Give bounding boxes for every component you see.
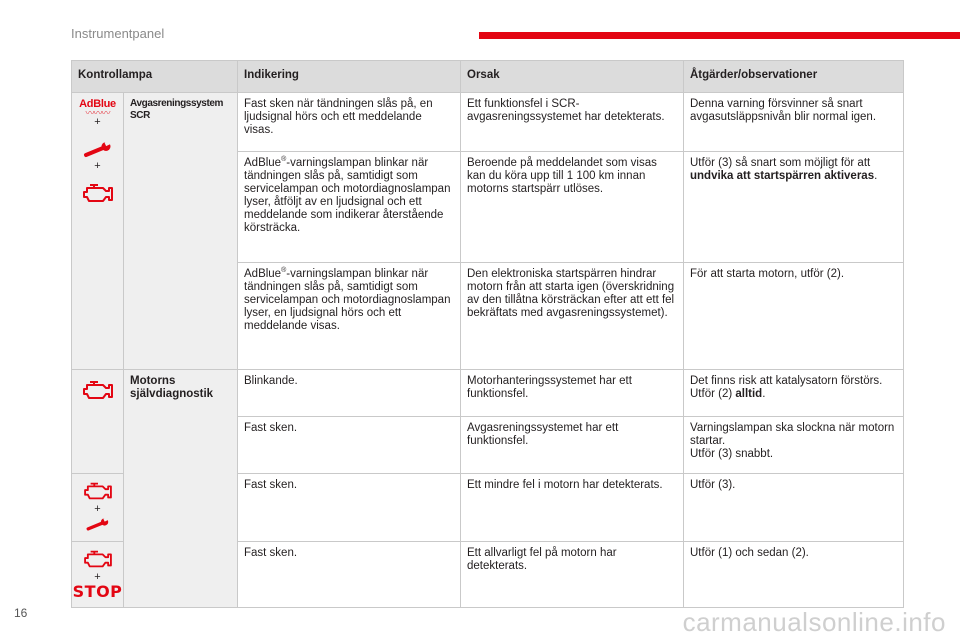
scr-row1-indikering: Fast sken när tändningen slås på, en ljudsignal hörs och ett meddelande visas. (238, 93, 461, 152)
motor-row4-indikering: Fast sken. (238, 542, 461, 608)
motor-row2-indikering: Fast sken. (238, 417, 461, 474)
page-header-title: Instrumentpanel (71, 26, 165, 41)
motor-row2-atgard: Varningslampan ska slockna när motorn startar. Utför (3) snabbt. (684, 417, 904, 474)
table-row (72, 370, 904, 417)
table-row (72, 93, 904, 152)
motor-row4-orsak: Ett allvarligt fel på motorn har detekterats. (461, 542, 684, 608)
plus-sign: + (94, 160, 101, 172)
column-header-orsak: Orsak (461, 61, 684, 93)
scr-row1-orsak: Ett funktionsfel i SCR-avgasreningssystemet har detekterats. (461, 93, 684, 152)
motor-row2-orsak: Avgasreningssystemet har ett funktionsfel. (461, 417, 684, 474)
engine-check-icon (81, 377, 115, 403)
motor-system-label: Motorns självdiagnostik (124, 370, 238, 608)
warning-lamp-table (71, 60, 904, 608)
scr-row1-atgard: Denna varning försvinner så snart avgasutsläppsnivån blir normal igen. (684, 93, 904, 152)
motor-row3-indikering: Fast sken. (238, 474, 461, 542)
plus-sign: + (94, 571, 101, 583)
scr-row3-indikering: AdBlue®-varningslampan blinkar när tändningen slås på, samtidigt som servicelampan och motordiagnoslampan lyser, en ljudsignal hörs och ett meddelande visas. (238, 263, 461, 370)
motor-row3-orsak: Ett mindre fel i motorn har detekterats. (461, 474, 684, 542)
scr-row3-atgard: För att starta motorn, utför (2). (684, 263, 904, 370)
table-header-row (72, 61, 904, 93)
wrench-icon (83, 515, 113, 533)
plus-sign: + (94, 116, 101, 128)
motor-row1-atgard: Det finns risk att katalysatorn förstörs. Utför (2) alltid. (684, 370, 904, 417)
scr-system-label: Avgasreningssystem SCR (124, 93, 238, 370)
scr-row2-atgard: Utför (3) så snart som möjligt för att undvika att startspärren aktiveras. (684, 152, 904, 263)
column-header-indikering: Indikering (238, 61, 461, 93)
motor-icon-cell-2 (72, 474, 124, 542)
motor-row4-atgard: Utför (1) och sedan (2). (684, 542, 904, 608)
engine-check-icon (81, 180, 115, 206)
column-header-kontrollampa: Kontrollampa (72, 61, 238, 93)
scr-row2-indikering: AdBlue®-varningslampan blinkar när tändningen slås på, samtidigt som servicelampan och motordiagnoslampan lyser, åtföljt av en ljudsignal och ett meddelande som indikerar återstående körsträcka. (238, 152, 461, 263)
column-header-atgarder: Åtgärder/observationer (684, 61, 904, 93)
watermark: carmanualsonline.info (682, 607, 946, 637)
scr-row3-orsak: Den elektroniska startspärren hindrar motorn från att starta igen (överskridning av den tillåtna körsträckan efter att ett fel bekräftats med avgasreningssystemet). (461, 263, 684, 370)
page-number: 16 (14, 606, 28, 620)
scr-row2-orsak: Beroende på meddelandet som visas kan du köra upp till 1 100 km innan motorns startspärr utlöses. (461, 152, 684, 263)
motor-row3-atgard: Utför (3). (684, 474, 904, 542)
stop-icon: STOP (72, 582, 123, 601)
motor-row1-orsak: Motorhanteringssystemet har ett funktionsfel. (461, 370, 684, 417)
adblue-icon: AdBlue 〰〰〰 (79, 98, 116, 118)
engine-check-icon (81, 547, 115, 571)
scr-icons-cell (72, 93, 124, 370)
motor-icon-cell-3 (72, 542, 124, 608)
wrench-icon (83, 138, 113, 160)
motor-icon-cell-1 (72, 370, 124, 474)
motor-row1-indikering: Blinkande. (238, 370, 461, 417)
header-accent-bar (479, 32, 960, 39)
engine-check-icon (81, 479, 115, 503)
plus-sign: + (94, 503, 101, 515)
